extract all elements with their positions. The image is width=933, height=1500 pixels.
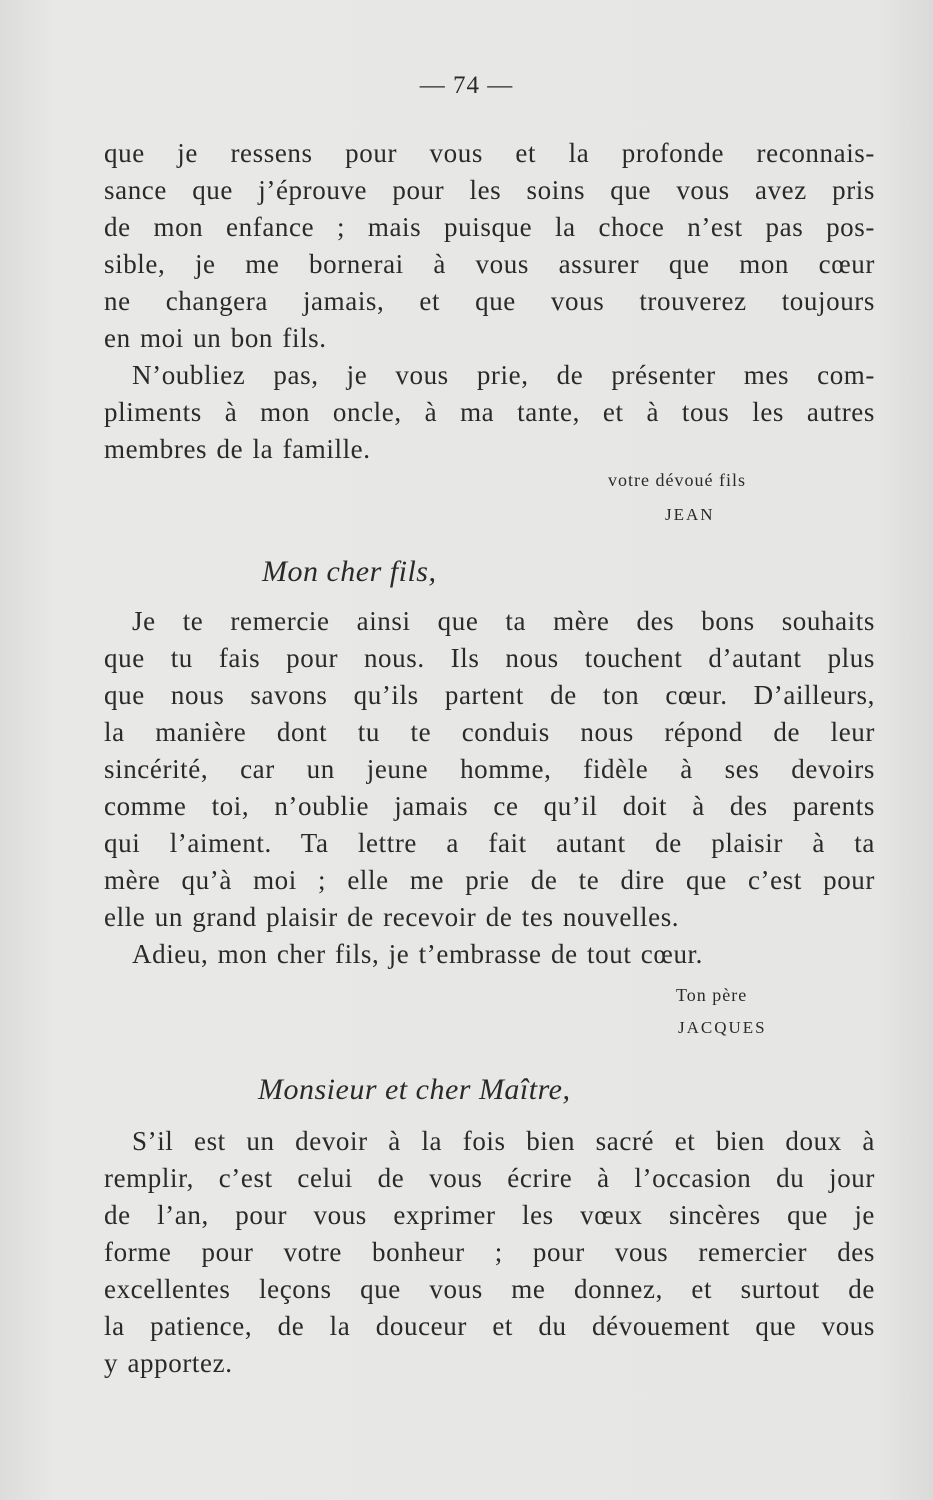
text-line: elle un grand plaisir de recevoir de tes nouvelles. (104, 902, 680, 932)
text-line: sance que j’éprouve pour les soins que vous avez pris (104, 175, 875, 205)
text-line: remplir, c’est celui de vous écrire à l’occasion du jour (104, 1163, 875, 1193)
text-line: membres de la famille. (104, 434, 371, 464)
text-line: mère qu’à moi ; elle me prie de te dire que c’est pour (104, 865, 875, 895)
text-line: que nous savons qu’ils partent de ton cœur. D’ailleurs, (104, 680, 875, 710)
text-line: pliments à mon oncle, à ma tante, et à tous les autres (104, 397, 875, 427)
letter2-salutation: Mon cher fils, (262, 555, 437, 588)
text-line: qui l’aiment. Ta lettre a fait autant de plaisir à ta (104, 828, 875, 858)
text-line: de l’an, pour vous exprimer les vœux sincères que je (104, 1200, 875, 1230)
text-line: la manière dont tu te conduis nous répond de leur (104, 717, 875, 747)
text-line: de mon enfance ; mais puisque la choce n’est pas pos- (104, 212, 875, 242)
letter-continuation (104, 135, 875, 468)
text-line: S’il est un devoir à la fois bien sacré et bien doux à (132, 1126, 875, 1156)
text-line: que je ressens pour vous et la profonde reconnais- (104, 138, 875, 168)
text-line: en moi un bon fils. (104, 323, 327, 353)
letter3-salutation: Monsieur et cher Maître, (258, 1073, 571, 1106)
text-line: excellentes leçons que vous me donnez, et surtout de (104, 1274, 875, 1304)
text-line: Je te remercie ainsi que ta mère des bons souhaits (132, 606, 875, 636)
letter2-closing: Ton père (676, 985, 748, 1005)
text-line: que tu fais pour nous. Ils nous touchent d’autant plus (104, 643, 875, 673)
page-number: — 74 — (419, 72, 514, 99)
text-line: y apportez. (104, 1348, 233, 1378)
text-line: la patience, de la douceur et du dévouement que vous (104, 1311, 875, 1341)
letter1-signature: JEAN (665, 505, 715, 524)
letter1-closing: votre dévoué fils (608, 470, 746, 490)
text-line: N’oubliez pas, je vous prie, de présenter mes com- (132, 360, 875, 390)
text-line: Adieu, mon cher fils, je t’embrasse de tout cœur. (132, 939, 704, 969)
letter2-body (104, 603, 875, 973)
text-line: sincérité, car un jeune homme, fidèle à ses devoirs (104, 754, 875, 784)
text-line: sible, je me bornerai à vous assurer que mon cœur (104, 249, 875, 279)
letter3-body (104, 1123, 875, 1382)
text-line: forme pour votre bonheur ; pour vous remercier des (104, 1237, 875, 1267)
text-line: ne changera jamais, et que vous trouverez toujours (104, 286, 875, 316)
letter2-signature: JACQUES (678, 1018, 767, 1037)
text-line: comme toi, n’oublie jamais ce qu’il doit à des parents (104, 791, 875, 821)
